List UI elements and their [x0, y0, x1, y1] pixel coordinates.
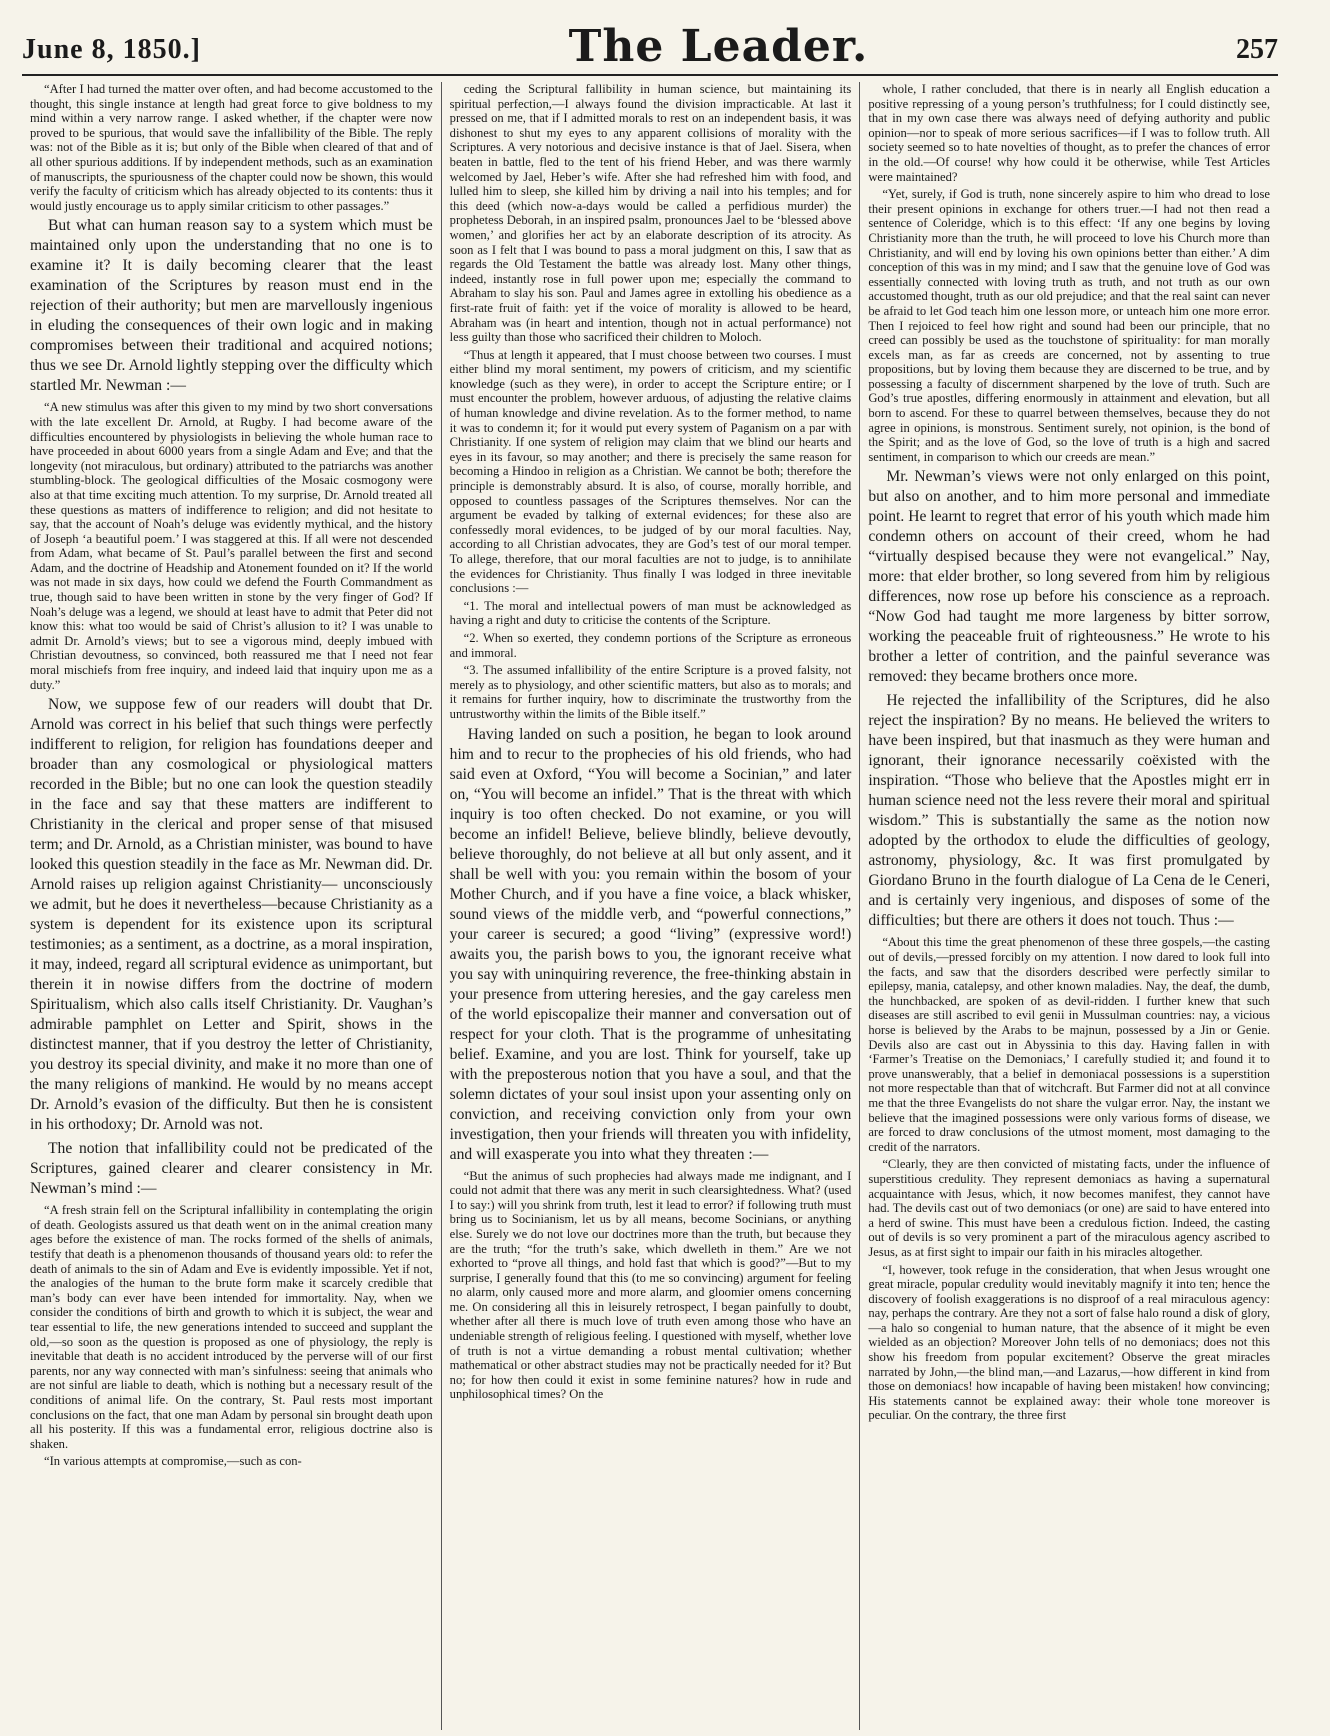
paragraph: ceding the Scriptural fallibility in human science, but maintaining its spiritual perfection,—I always found the division impracticable. At last it pressed on me, that if I admitted morals to rest on an independent basis, it was dishonest to shut my eyes to any apparent collisions of morality with the Scriptures. A very notorious and decisive instance is that of Jael. Sisera, when beaten in battle, fled to the tent of his friend Heber, and was there warmly welcomed by Jael, Heber’s wife. After she had refreshed him with food, and lulled him to sleep, she killed him by driving a nail into his temples; and for this deed (which now-a-days would be called a perfidious murder) the prophetess Deborah, in an inspired psalm, pronounces Jael to be ‘blessed above women,’ and glorifies her act by an elaborate description of its atrocity. As soon as I felt that I was bound to pass a moral judgment on this, I saw that as regards the Old Testament the battle was already lost. Many other things, indeed, instantly rose in full power upon me; especially the command to Abraham to slay his son. Paul and James agree in extolling his obedience as a first-rate fruit of faith: yet if the voice of morality is allowed to be heard, Abraham was (in heart and intention, though not in actual performance) not less guilty than those who sacrificed their children to Moloch. — [449, 82, 852, 345]
masthead — [22, 14, 1278, 76]
paragraph: “A fresh strain fell on the Scriptural infallibility in contemplating the origin of death. Geologists assured us that death went on in the animal creation many ages before the existence of man. The rocks formed of the shells of animals, testify that death is a phenomenon thousands of thousand years old: to refer the death of animals to the sin of Adam and Eve is evidently impossible. Yet if not, the analogies of the human to the brute form make it scarcely credible that man’s body can ever have been intended for immortality. Nay, when we consider the conditions of birth and growth to which it is subject, the wear and tear essential to life, the new generations intended to succeed and supplant the old,—so soon as the question is proposed as one of physiology, the reply is inevitable that death is no accident introduced by the perverse will of our first parents, nor any way connected with man’s sinfulness: seeing that animals who are not sinful are liable to death, which is nothing but a necessary result of the conditions of animal life. On the contrary, St. Paul rests most important conclusions on the fact, that one man Adam by personal sin brought death upon all his posterity. If this was a fundamental error, religious doctrine also is shaken. — [30, 1203, 433, 1451]
paragraph: “After I had turned the matter over often, and had become accustomed to the thought, this single instance at length had great force to give boldness to my mind within a very narrow range. I asked whether, if the chapter were now proved to be spurious, that would save the infallibility of the Bible. The reply was: not of the Bible as it is; but only of the Bible when cleared of that and of all other spurious additions. If by independent methods, such as an examination of manuscripts, the spuriousness of the chapter could now be shown, this would verify the faculty of criticism which has already objected to its contents: thus it would justly encourage us to apply similar criticism to other passages.” — [30, 82, 433, 213]
paragraph: “1. The moral and intellectual powers of man must be acknowledged as having a right and duty to criticise the contents of the Scripture. — [449, 598, 852, 628]
paragraph: “Yet, surely, if God is truth, none sincerely aspire to him who dread to lose their present opinions in exchange for others truer.—I had not then read a sentence of Coleridge, which is to this effect: ‘If any one begins by loving Christianity more than the truth, he will proceed to love his Church more than Christianity, and will end by loving his own opinions better than either.’ A dim conception of this was in my mind; and I saw that the genuine love of God was essentially connected with loving truth as truth, and not truth as our own accustomed thought, truth as our old prejudice; and that the real saint can never be afraid to let God teach him one lesson more, or unteach him one more error. Then I rejoiced to feel how right and sound had been our principle, that no creed can possibly be used as the touchstone of spirituality: for man morally excels man, as far as creeds are concerned, not by assenting to true propositions, but by loving them because they are discerned to be true, and by possessing a faculty of discernment sharpened by the love of truth. Such are God’s true apostles, differing enormously in attainment and elevation, but all born to ascend. For these to quarrel between themselves, because they do not agree in opinions, is monstrous. Sentiment surely, not opinion, is the bond of the Spirit; and as the love of God, so the love of truth is a high and sacred sentiment, in comparison to which our creeds are mean.” — [868, 187, 1270, 464]
column-1 — [22, 82, 441, 1730]
paragraph: “Thus at length it appeared, that I must choose between two courses. I must either blind my moral sentiment, my powers of criticism, and my scientific knowledge (such as they were), in order to accept the Scripture entire; or I must encounter the problem, however arduous, of adjusting the relative claims of human knowledge and divine revelation. As to the former method, to name it was to condemn it; for it would put every system of Paganism on a par with Christianity. If one system of religion may claim that we blind our hearts and eyes in its favour, so may another; and there is precisely the same reason for becoming a Hindoo in religion as a Christian. We cannot be both; therefore the principle is demonstrably absurd. It is also, of course, morally horrible, and opposed to countless passages of the Scriptures themselves. Nor can the argument be evaded by talking of external evidences; for these also are confessedly moral evidences, to be judged of by our moral faculties. Nay, according to all Christian advocates, they are God’s test of our moral temper. To allege, therefore, that our moral faculties are not to judge, is to annihilate the evidences for Christianity. Thus finally I was lodged in three inevitable conclusions :— — [449, 347, 852, 596]
paragraph: Now, we suppose few of our readers will doubt that Dr. Arnold was correct in his belief that such things were perfectly indifferent to religion, for religion has foundations deeper and broader than any cosmological or physiological matters recorded in the Bible; but no one can look the question steadily in the face and say that these matters are indifferent to Christianity in the clerical and proper sense of that misused term; and Dr. Arnold, as a Christian minister, was bound to have looked this question steadily in the face as Mr. Newman did. Dr. Arnold raises up religion against Christianity— unconsciously we admit, but he does it nevertheless—because Christianity as a system is dependent for its existence upon its scriptural testimonies; as a sentiment, as a doctrine, as a moral inspiration, it may, indeed, regard all scriptural evidence as unimportant, but therein it in nowise differs from the doctrine of modern Spiritualism, which also calls itself Christianity. Dr. Vaughan’s admirable pamphlet on Letter and Spirit, shows in the distinctest manner, that if you destroy the letter of Christianity, you destroy its special divinity, and make it no more than one of the many religions of mankind. He would by no means accept Dr. Arnold’s evasion of the difficulty. But then he is consistent in his orthodoxy; Dr. Arnold was not. — [30, 696, 433, 1134]
issue-date: June 8, 1850.] — [22, 34, 201, 65]
paragraph: He rejected the infallibility of the Scriptures, did he also reject the inspiration? By no means. He believed the writers to have been inspired, but that inasmuch as they were human and ignorant, their ignorance necessarily coëxisted with the inspiration. “Those who believe that the Apostles might err in human science need not the less revere their moral and spiritual wisdom.” This is substantially the same as the notion now adopted by the orthodox to elude the difficulties of geology, astronomy, physiology, &c. It was first promulgated by Giordano Bruno in the fourth dialogue of La Cena de le Ceneri, and is certainly very ingenious, and disposes of some of the difficulties; but there are others it does not touch. Thus :— — [868, 692, 1270, 930]
paragraph: “2. When so exerted, they condemn portions of the Scripture as erroneous and immoral. — [449, 630, 852, 660]
paragraph: “In various attempts at compromise,—such as con- — [44, 1454, 302, 1469]
paragraph: “About this time the great phenomenon of these three gospels,—the casting out of devils,—pressed forcibly on my attention. I now dared to look full into the facts, and saw that the disorders described were perfectly similar to epilepsy, mania, catalepsy, and other known maladies. Nay, the deaf, the dumb, the hunchbacked, are spoken of as devil-ridden. I further knew that such diseases are still ascribed to evil genii in Mussulman countries: nay, a vicious horse is believed by the Arabs to be majnun, possessed by a Jin or Genie. Devils also are cast out in Abyssinia to this day. Having fallen in with ‘Farmer’s Treatise on the Demoniacs,’ I carefully studied it; and found it to prove unanswerably, that a belief in demoniacal possessions is a superstition not more respectable than that of witchcraft. But Farmer did not at all convince me that the three Evangelists do not share the vulgar error. Nay, the instant we believe that the imagined possessions were only various forms of disease, we are forced to draw conclusions of the utmost moment, most damaging to the credit of the narrators. — [868, 935, 1270, 1154]
column-2 — [441, 82, 860, 1730]
paragraph: “3. The assumed infallibility of the entire Scripture is a proved falsity, not merely as to physiology, and other scientific matters, but also as to morals; and it remains for further inquiry, how to discriminate the trustworthy from the untrustworthy within the limits of the Bible itself.” — [449, 663, 852, 721]
article-columns — [22, 82, 1278, 1730]
page-number: 257 — [1236, 34, 1278, 65]
paragraph: “I, however, took refuge in the consideration, that when Jesus wrought one great miracle, popular credulity would inevitably magnify it into ten; hence the discovery of foolish exaggerations is no disproof of a real miraculous agency: nay, perhaps the contrary. Are they not a sort of false halo round a disk of glory,—a halo so congenial to human nature, that the absence of it might be even wielded as an objection? Moreover John tells of no demoniacs; does not this show his freedom from popular excitement? Observe the great miracles narrated by John,—the blind man,—and Lazarus,—how different in kind from those on demoniacs! how incapable of having been mistaken! how convincing; His statements cannot be explained away: their whole tone moreover is peculiar. On the contrary, the three first — [868, 1262, 1270, 1423]
paragraph: whole, I rather concluded, that there is in nearly all English education a positive repressing of a young person’s truthfulness; for I could distinctly see, that in my own case there was always need of defying authority and public opinion—nor to speak of more serious sacrifices—if I was to follow truth. All society seemed so to hate novelties of thought, as to prefer the chances of error in the old.—Of course! why how could it be otherwise, while Test Articles were maintained? — [868, 82, 1270, 184]
paragraph: “But the animus of such prophecies had always made me indignant, and I could not admit that there was any merit in such clearsightedness. What? (used I to say:) will you shrink from truth, lest it lead to error? if following truth must bring us to Socinianism, let us by all means, become Socinians, or anything else. Surely we do not love our doctrines more than the truth, but because they are the truth; “for the truth’s sake, which dwelleth in them.” Are we not exhorted to “prove all things, and hold fast that which is good?”—But to my surprise, I generally found that this (to me so convincing) argument for feeling no alarm, only caused more and more alarm, and gloomier omens concerning me. On considering all this in leisurely retrospect, I began painfully to doubt, whether after all there is much love of truth even among those who have an undeniable strength of religious feeling. I questioned with myself, whether love of truth is not a virtue demanding a robust mental cultivation; whether mathematical or other abstract studies may not be practically needed for it? But no; for how then could it exist in some feminine natures? how in rude and unphilosophical times? On the — [449, 1168, 852, 1402]
newspaper-title: The Leader. — [568, 21, 869, 72]
paragraph: The notion that infallibility could not be predicated of the Scriptures, gained clearer and clearer consistency in Mr. Newman’s mind :— — [30, 1140, 433, 1198]
column-3 — [859, 82, 1278, 1730]
paragraph: But what can human reason say to a system which must be maintained only upon the understanding that no one is to examine it? It is daily becoming clearer that the least examination of the Scriptures by reason must end in the rejection of their authority; but men are marvellously ingenious in eluding the consequences of their own logic and in making compromises between their traditional and acquired notions; thus we see Dr. Arnold lightly stepping over the difficulty which startled Mr. Newman :— — [30, 217, 433, 395]
paragraph: Mr. Newman’s views were not only enlarged on this point, but also on another, and to him more personal and immediate point. He learnt to regret that error of his youth which made him condemn others on account of their creed, whom he had “virtually despised because they were not evangelical.” Nay, more: that elder brother, so long severed from him by religious differences, now rose up before his conscience as a reproach. “Now God had taught me more largeness by bitter sorrow, working the peaceable fruit of righteousness.” He wrote to his brother a letter of contrition, and the painful severance was removed: they became brothers once more. — [868, 468, 1270, 686]
paragraph: “A new stimulus was after this given to my mind by two short conversations with the late excellent Dr. Arnold, at Rugby. I had become aware of the difficulties encountered by physiologists in believing the whole human race to have proceeded in about 6000 years from a single Adam and Eve; and that the longevity (not miraculous, but ordinary) attributed to the patriarchs was another stumbling-block. The geological difficulties of the Mosaic cosmogony were also at that time exciting much attention. To my surprise, Dr. Arnold treated all these questions as matters of indifference to religion; and did not hesitate to say, that the account of Noah’s deluge was evidently mythical, and the history of Joseph ‘a beautiful poem.’ I was staggered at this. If all were not descended from Adam, what became of St. Paul’s parallel between the first and second Adam, and the doctrine of Headship and Atonement founded on it? If the world was not made in six days, how could we defend the Fourth Commandment as true, though said to have been written in stone by the very finger of God? If Noah’s deluge was a legend, we should at least have to admit that Peter did not know this: what too would be said of Christ’s allusion to it? I was unable to admit Dr. Arnold’s views; but to see a vigorous mind, deeply imbued with Christian devoutness, so convinced, both reassured me that I need not fear moral mischiefs from free inquiry, and indeed laid that inquiry upon me as a duty.” — [30, 400, 433, 692]
paragraph: Having landed on such a position, he began to look around him and to recur to the prophecies of his old friends, who had said even at Oxford, “You will become a Socinian,” and later on, “You will become an infidel.” That is the threat with which inquiry is too often checked. Do not examine, or you will become an infidel! Believe, believe blindly, believe devoutly, believe thoroughly, do not believe at all but only assent, and it shall be well with you: you remain within the bosom of your Mother Church, and if you have a fine voice, a black whisker, sound views of the middle verb, and “powerful connections,” your career is secured; a good “living” (expressive word!) awaits you, the parish bows to you, the ignorant receive what you say with uninquiring reverence, the free-thinking abstain in your presence from uttering heresies, and the gay careless men of the world episcopalize their manner and conversation out of respect for your cloth. That is the programme of unhesitating belief. Examine, and you are lost. Think for yourself, take up with the preposterous notion that you have a soul, and that the solemn dictates of your soul insist upon your assenting only on conviction, and receiving conviction only from your own investigation, then your friends will threaten you with infidelity, and will exasperate you into what they threaten :— — [449, 725, 852, 1163]
paragraph: “Clearly, they are then convicted of mistating facts, under the influence of superstitious credulity. They represent demoniacs as having a supernatural acquaintance with Jesus, which, it now becomes manifest, they cannot have had. The devils cast out of two demoniacs (or one) are said to have entered into a herd of swine. This must have been a credulous fiction. Indeed, the casting out of devils is so very prominent a part of the miraculous agency ascribed to Jesus, as at first sight to impair our faith in his miracles altogether. — [868, 1157, 1270, 1259]
